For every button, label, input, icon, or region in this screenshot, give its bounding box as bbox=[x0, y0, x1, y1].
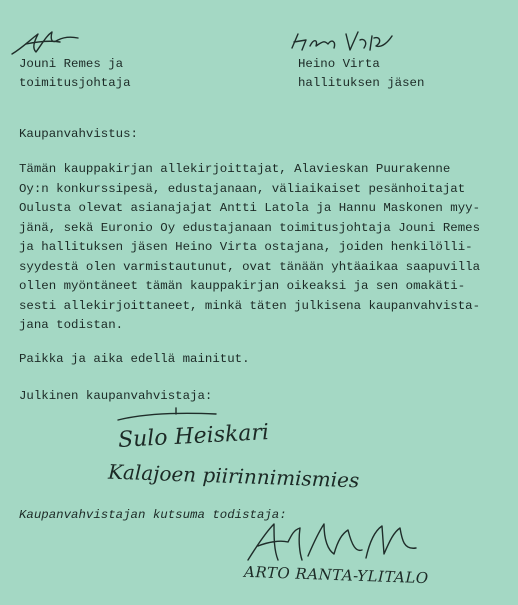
body-line: Tämän kauppakirjan allekirjoittajat, Alavieskan Puurakenne bbox=[19, 162, 451, 176]
witness-signature bbox=[244, 520, 420, 566]
signature-heino-virta bbox=[288, 28, 398, 54]
witness-label: Kaupanvahvistajan kutsuma todistaja: bbox=[19, 508, 287, 522]
right-signatory-title: hallituksen jäsen bbox=[298, 76, 425, 90]
place-and-time: Paikka ja aika edellä mainitut. bbox=[19, 352, 250, 366]
body-line: Oy:n konkurssipesä, edustajanaan, väliaikaiset pesänhoitajat bbox=[19, 181, 466, 196]
certificate-heading: Kaupanvahvistus: bbox=[19, 127, 138, 141]
notary-handwritten-title: Kalajoen piirinnimismies bbox=[107, 459, 360, 493]
body-line: sesti allekirjoittaneet, minkä täten julkisena kaupanvahvista- bbox=[19, 298, 481, 313]
body-line: ollen myöntäneet tämän kauppakirjan oikeaksi ja sen omakäti- bbox=[19, 279, 466, 293]
witness-handwritten-name: ARTO RANTA-YLITALO bbox=[243, 562, 429, 588]
body-line: jana todistan. bbox=[19, 318, 124, 332]
body-line: ja hallituksen jäsen Heino Virta ostajana, joiden henkilölli- bbox=[19, 240, 473, 254]
right-signatory-name: Heino Virta bbox=[298, 57, 380, 71]
body-line: jänä, sekä Euronio Oy edustajanaan toimitusjohtaja Jouni Remes bbox=[19, 220, 481, 235]
notary-underline-stroke bbox=[112, 404, 222, 424]
body-line: Oulusta olevat asianajajat Antti Latola ja Hannu Maskonen myy- bbox=[19, 201, 481, 215]
notary-label: Julkinen kaupanvahvistaja: bbox=[19, 389, 213, 403]
left-signatory-title: toimitusjohtaja bbox=[19, 76, 131, 90]
left-signatory-name: Jouni Remes ja bbox=[19, 57, 124, 71]
notary-handwritten-name: Sulo Heiskari bbox=[117, 420, 270, 453]
body-line: syydestä olen varmistautunut, ovat tänään yhtäaikaa saapuvilla bbox=[19, 259, 481, 274]
